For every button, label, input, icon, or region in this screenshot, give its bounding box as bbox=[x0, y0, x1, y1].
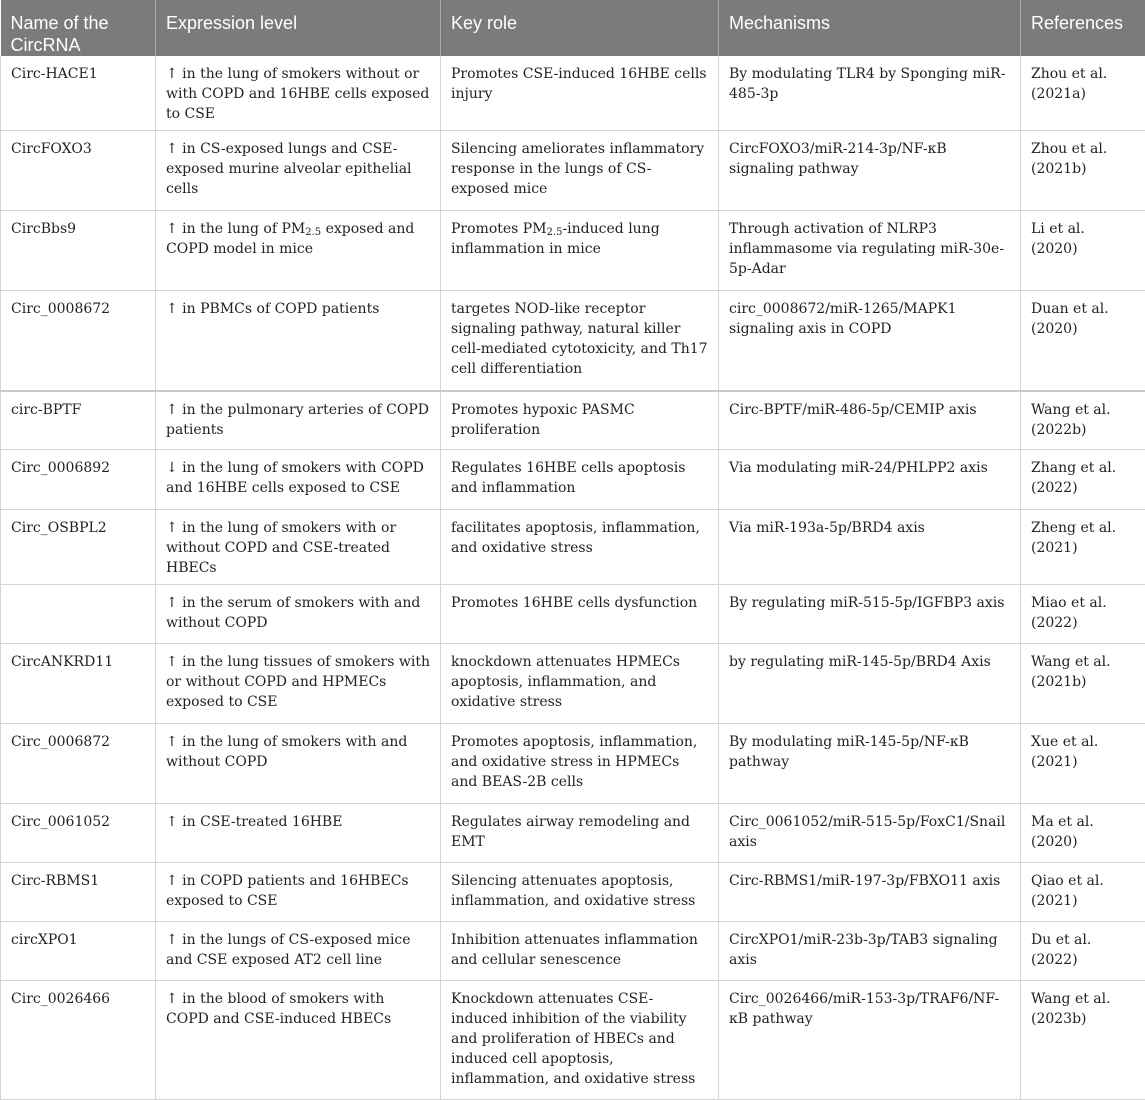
table-row bbox=[1, 724, 1145, 804]
pm-subscript: 2.5 bbox=[305, 227, 321, 238]
cell-role: Regulates 16HBE cells apoptosis and inflammation bbox=[441, 450, 719, 510]
cell-reference: Wang et al. (2021b) bbox=[1021, 644, 1145, 724]
table-row bbox=[1, 56, 1145, 131]
expression-text-start: ↑ in the lung of PM bbox=[166, 221, 305, 237]
cell-reference: Du et al. (2022) bbox=[1021, 922, 1145, 981]
table-row bbox=[1, 131, 1145, 211]
table-row bbox=[1, 922, 1145, 981]
cell-mechanism: Circ_0026466/miR-153-3p/TRAF6/NF-κB pathway bbox=[719, 981, 1021, 1100]
cell-mechanism: By modulating TLR4 by Sponging miR-485-3p bbox=[719, 56, 1021, 131]
cell-mechanism: by regulating miR-145-5p/BRD4 Axis bbox=[719, 644, 1021, 724]
cell-mechanism: By regulating miR-515-5p/IGFBP3 axis bbox=[719, 585, 1021, 644]
cell-mechanism: Via modulating miR-24/PHLPP2 axis bbox=[719, 450, 1021, 510]
cell-expression: ↑ in the lung of smokers with or without COPD and CSE-treated HBECs bbox=[156, 510, 441, 585]
table-row bbox=[1, 510, 1145, 585]
cell-expression: ↑ in the lung of smokers with and without COPD bbox=[156, 724, 441, 804]
cell-expression: ↑ in CSE-treated 16HBE bbox=[156, 804, 441, 863]
cell-mechanism: Through activation of NLRP3 inflammasome via regulating miR-30e-5p-Adar bbox=[719, 211, 1021, 291]
cell-expression: ↑ in the lungs of CS-exposed mice and CSE exposed AT2 cell line bbox=[156, 922, 441, 981]
table-row bbox=[1, 450, 1145, 510]
cell-role: Silencing attenuates apoptosis, inflammation, and oxidative stress bbox=[441, 863, 719, 922]
role-text-end: -induced lung inflammation in mice bbox=[451, 221, 660, 257]
header-references: References bbox=[1021, 0, 1145, 56]
header-expression: Expression level bbox=[156, 0, 441, 56]
cell-name: CircANKRD11 bbox=[1, 644, 156, 724]
cell-name: Circ_0006872 bbox=[1, 724, 156, 804]
table-row bbox=[1, 211, 1145, 291]
cell-role: Regulates airway remodeling and EMT bbox=[441, 804, 719, 863]
cell-expression: ↑ in PBMCs of COPD patients bbox=[156, 291, 441, 391]
cell-reference: Zhou et al. (2021b) bbox=[1021, 131, 1145, 211]
cell-mechanism: Circ_0061052/miR-515-5p/FoxC1/Snail axis bbox=[719, 804, 1021, 863]
cell-role bbox=[441, 211, 719, 291]
cell-expression: ↑ in the pulmonary arteries of COPD patients bbox=[156, 391, 441, 450]
cell-name: Circ_0006892 bbox=[1, 450, 156, 510]
cell-mechanism: CircFOXO3/miR-214-3p/NF-κB signaling pathway bbox=[719, 131, 1021, 211]
cell-reference: Duan et al. (2020) bbox=[1021, 291, 1145, 391]
cell-name bbox=[1, 585, 156, 644]
cell-reference: Ma et al. (2020) bbox=[1021, 804, 1145, 863]
cell-role: facilitates apoptosis, inflammation, and oxidative stress bbox=[441, 510, 719, 585]
table-body bbox=[1, 56, 1145, 1100]
cell-role: Promotes CSE-induced 16HBE cells injury bbox=[441, 56, 719, 131]
cell-mechanism: Circ-RBMS1/miR-197-3p/FBXO11 axis bbox=[719, 863, 1021, 922]
cell-expression bbox=[156, 211, 441, 291]
cell-reference: Wang et al. (2022b) bbox=[1021, 391, 1145, 450]
cell-role: Knockdown attenuates CSE-induced inhibition of the viability and proliferation of HBECs and induced cell apoptosis, inflammation, and oxidative stress bbox=[441, 981, 719, 1100]
cell-mechanism: circ_0008672/miR-1265/MAPK1 signaling axis in COPD bbox=[719, 291, 1021, 391]
cell-role: Promotes apoptosis, inflammation, and oxidative stress in HPMECs and BEAS-2B cells bbox=[441, 724, 719, 804]
cell-expression: ↑ in the serum of smokers with and without COPD bbox=[156, 585, 441, 644]
cell-role: knockdown attenuates HPMECs apoptosis, inflammation, and oxidative stress bbox=[441, 644, 719, 724]
cell-reference: Zheng et al. (2021) bbox=[1021, 510, 1145, 585]
cell-role: Promotes 16HBE cells dysfunction bbox=[441, 585, 719, 644]
header-row bbox=[1, 0, 1145, 56]
cell-name: CircBbs9 bbox=[1, 211, 156, 291]
cell-role: Inhibition attenuates inflammation and cellular senescence bbox=[441, 922, 719, 981]
cell-reference: Miao et al. (2022) bbox=[1021, 585, 1145, 644]
table-row bbox=[1, 863, 1145, 922]
cell-name: Circ_0008672 bbox=[1, 291, 156, 391]
cell-role: Promotes hypoxic PASMC proliferation bbox=[441, 391, 719, 450]
cell-name: CircFOXO3 bbox=[1, 131, 156, 211]
cell-name: Circ_0061052 bbox=[1, 804, 156, 863]
table-row bbox=[1, 391, 1145, 450]
cell-role: Silencing ameliorates inflammatory response in the lungs of CS-exposed mice bbox=[441, 131, 719, 211]
table-row bbox=[1, 291, 1145, 391]
table-row bbox=[1, 804, 1145, 863]
cell-name: Circ-HACE1 bbox=[1, 56, 156, 131]
table-header bbox=[1, 0, 1145, 56]
cell-mechanism: By modulating miR-145-5p/NF-κB pathway bbox=[719, 724, 1021, 804]
header-role: Key role bbox=[441, 0, 719, 56]
cell-name: circ-BPTF bbox=[1, 391, 156, 450]
table-row bbox=[1, 981, 1145, 1100]
cell-mechanism: CircXPO1/miR-23b-3p/TAB3 signaling axis bbox=[719, 922, 1021, 981]
cell-reference: Xue et al. (2021) bbox=[1021, 724, 1145, 804]
expression-text-end: exposed and COPD model in mice bbox=[166, 221, 414, 257]
header-mechanism: Mechanisms bbox=[719, 0, 1021, 56]
cell-reference: Zhang et al. (2022) bbox=[1021, 450, 1145, 510]
cell-role: targetes NOD-like receptor signaling pathway, natural killer cell-mediated cytotoxicity, and Th17 cell differentiation bbox=[441, 291, 719, 391]
cell-expression: ↑ in the lung tissues of smokers with or without COPD and HPMECs exposed to CSE bbox=[156, 644, 441, 724]
cell-reference: Zhou et al. (2021a) bbox=[1021, 56, 1145, 131]
table-row bbox=[1, 585, 1145, 644]
cell-reference: Qiao et al. (2021) bbox=[1021, 863, 1145, 922]
cell-name: Circ_OSBPL2 bbox=[1, 510, 156, 585]
cell-name: circXPO1 bbox=[1, 922, 156, 981]
cell-mechanism: Via miR-193a-5p/BRD4 axis bbox=[719, 510, 1021, 585]
cell-reference: Wang et al. (2023b) bbox=[1021, 981, 1145, 1100]
header-name: Name of the CircRNA bbox=[1, 0, 156, 56]
cell-expression: ↑ in COPD patients and 16HBECs exposed to CSE bbox=[156, 863, 441, 922]
cell-name: Circ-RBMS1 bbox=[1, 863, 156, 922]
cell-reference: Li et al. (2020) bbox=[1021, 211, 1145, 291]
cell-expression: ↓ in the lung of smokers with COPD and 16HBE cells exposed to CSE bbox=[156, 450, 441, 510]
role-text-start: Promotes PM bbox=[451, 221, 547, 237]
cell-expression: ↑ in CS-exposed lungs and CSE-exposed murine alveolar epithelial cells bbox=[156, 131, 441, 211]
cell-expression: ↑ in the blood of smokers with COPD and CSE-induced HBECs bbox=[156, 981, 441, 1100]
cell-mechanism: Circ-BPTF/miR-486-5p/CEMIP axis bbox=[719, 391, 1021, 450]
cell-name: Circ_0026466 bbox=[1, 981, 156, 1100]
table-row bbox=[1, 644, 1145, 724]
pm-subscript: 2.5 bbox=[547, 227, 563, 238]
cell-expression: ↑ in the lung of smokers without or with COPD and 16HBE cells exposed to CSE bbox=[156, 56, 441, 131]
